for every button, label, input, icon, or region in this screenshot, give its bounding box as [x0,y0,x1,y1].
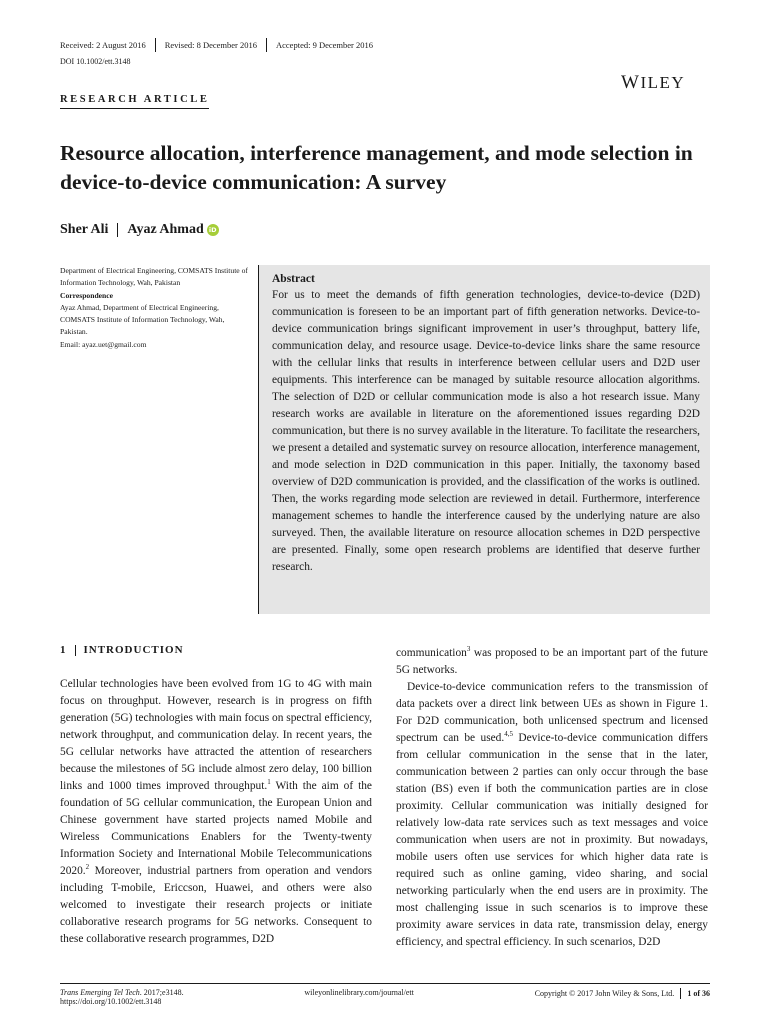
body-column-left [60,676,372,948]
abstract-text: For us to meet the demands of fifth generation technologies, device-to-device (D2D) communication is foreseen to be an important part of fifth generation networks. Device-to-device communication brings significant improvement in user’s throughput, battery life, communication delay, and resource usage. Device-to-device links share the same resource with the cellular links that results in interference between cellular users and D2D user equipments. This interference can be managed by suitable resource allocation algorithms. The selection of D2D or cellular communication mode is also a hot research issue. Many research works are available in literature on the aforementioned issues regarding D2D communication, but there is no survey available in the literature. To facilitate the researchers, we present a detailed and systematic survey on resource allocation, interference management, and mode selection in D2D communication in this paper. Initially, the taxonomy based overview of D2D communication is provided, and the classification of the works is outlined. Then, the works regarding mode selection are reviewed in detail. Furthermore, interference management schemes to handle the interference caused by the underlying nature are also surveyed. Then, the available literature on resource allocation schemes in D2D perspective are presented. Finally, some open research problems are identified that deserve further research. [272,289,700,573]
divider [117,223,118,237]
divider [680,988,681,999]
paragraph: Device-to-device communication refers to the transmission of data packets over a direct link between UEs as shown in Figure 1. For D2D communication, both unlicensed spectrum and licensed spectrum can be used.$^{4,5}$ Device-to-device communication differs from cellular communication in the sense that in the later, communication between 2 parties can only occur through the base station (BS) even if both the communication parties are in close proximity. Cellular communication was initially designed for relatively low-data rate services such as text messages and voice communication when users are not in proximity. But nowadays, mobile users often use services for which higher data rate is required such as online gaming, video sharing, and social networking particularly when the end users are in proximity. The most challenging issue in such scenarios is to improve these proximity aware services in data rate, transmission delay, energy efficiency, and spectral efficiency. In such scenarios, D2D [396,681,708,948]
author-name: Ayaz Ahmad [127,222,204,237]
orcid-icon[interactable]: iD [207,224,219,236]
paragraph: communication$^3$ was proposed to be an important part of the future 5G networks. [396,645,708,676]
article-type: RESEARCH ARTICLE [60,94,209,109]
body-column-right [396,645,708,951]
author-name: Sher Ali [60,222,109,237]
affiliation-block [60,265,250,351]
citation-ref[interactable]: 3 [466,645,471,654]
copyright-page [535,988,710,999]
correspondence-label: Correspondence [60,290,114,300]
divider [155,38,156,52]
received-date: Received: 2 August 2016 [60,40,146,50]
email[interactable]: Email: ayaz.uet@gmail.com [60,339,147,349]
divider [75,645,76,656]
paper-title: Resource allocation, interference management, and mode selection in device-to-device communication: A survey [60,141,693,194]
copyright: Copyright © 2017 John Wiley & Sons, Ltd. [534,989,675,998]
abstract-heading: Abstract [272,273,315,285]
footer-rule [60,983,710,984]
department: Department of Electrical Engineering, COMSATS Institute of Information Technology, Wah, Pakistan [60,266,248,288]
accepted-date: Accepted: 9 December 2016 [276,40,373,50]
citation-ref[interactable]: 1 [267,778,271,787]
publication-dates [60,38,373,52]
citation-ref[interactable]: 4,5 [504,730,513,739]
abstract-box [258,265,710,614]
journal-site[interactable]: wileyonlinelibrary.com/journal/ett [304,988,414,997]
divider [266,38,267,52]
section-number: 1 [60,644,67,656]
page-number: 1 of 36 [687,989,710,998]
journal-citation: Trans Emerging Tel Tech. 2017;e3148. https://doi.org/10.1002/ett.3148 [60,988,184,1006]
correspondence-address: Ayaz Ahmad, Department of Electrical Engineering, COMSATS Institute of Information Technology, Wah, Pakistan. [60,302,225,337]
section-heading [60,644,184,656]
revised-date: Revised: 8 December 2016 [164,40,257,50]
doi[interactable]: DOI 10.1002/ett.3148 [60,57,131,66]
paragraph: Cellular technologies have been evolved from 1G to 4G with main focus on throughput. However, research is in progress on fifth generation (5G) technologies with main focus on spectral efficiency, network throughput, and communication delay. In recent years, the 5G cellular networks have attracted the attention of researchers because the milestones of 5G include almost zero delay, 100 billion links and 1000 times improved throughput.$^1$ With the aim of the foundation of 5G cellular communication, the European Union and Chinese government have started projects named Mobile and Wireless Communications Enablers for the Twenty-twenty Information Society and International Mobile Telecommunications 2020.$^2$ Moreover, industrial partners from operation and vendors including T-mobile, Ericcson, Huawei, and others were also welcomed to investigate their research projects or initiate collaborative research programs for 5G networks. Consequent to these collaborative research programmes, D2D [60,678,372,945]
section-title: INTRODUCTION [83,644,184,656]
page-footer [60,983,710,1006]
citation-ref[interactable]: 2 [85,863,90,872]
publisher-logo: WILEY [621,72,686,93]
article-url[interactable]: https://doi.org/10.1002/ett.3148 [60,997,162,1006]
author-list [60,222,219,238]
